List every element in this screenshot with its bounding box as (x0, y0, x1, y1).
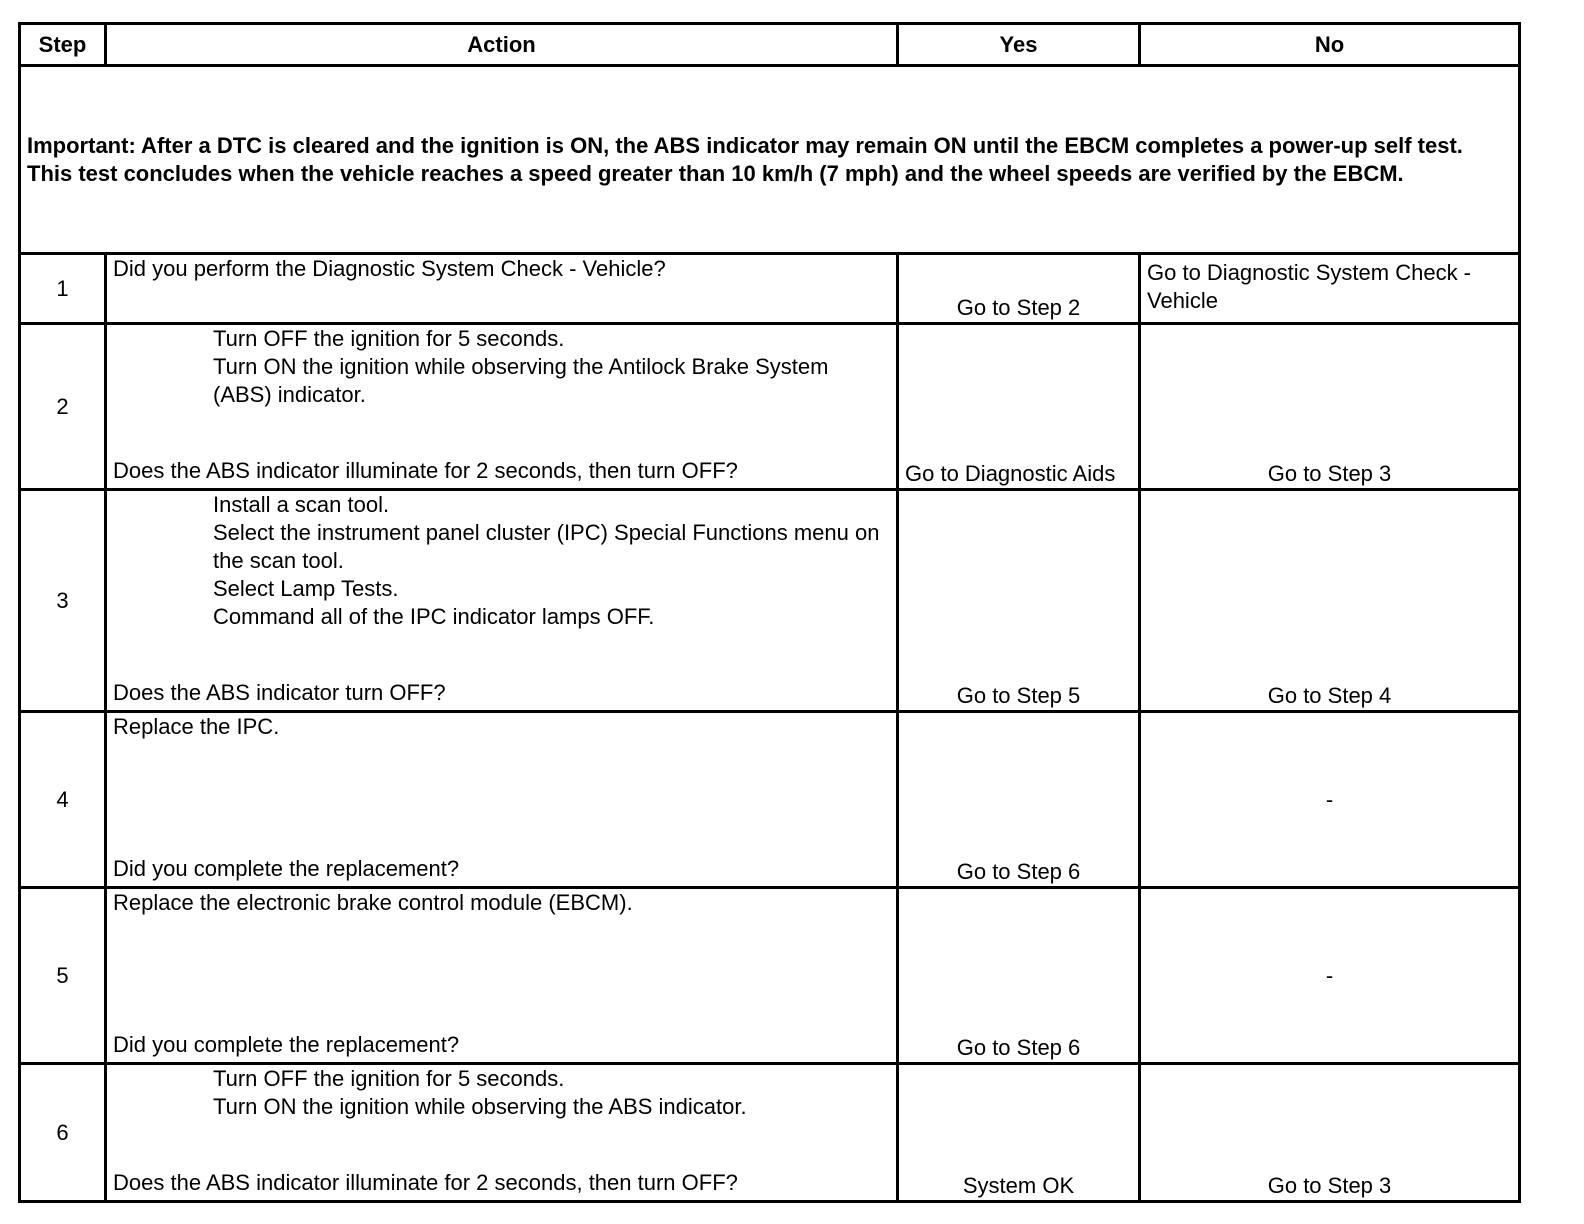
action-question: Did you complete the replacement? (113, 1032, 460, 1057)
important-row (20, 66, 1520, 254)
substep: Select Lamp Tests. (213, 576, 399, 601)
no-result: Go to Diagnostic System Check - Vehicle (1140, 254, 1520, 324)
header-action: Action (106, 24, 898, 66)
table-row (20, 254, 1520, 324)
diagnostic-table (18, 22, 1521, 1203)
action-question: Does the ABS indicator illuminate for 2 seconds, then turn OFF? (113, 458, 738, 483)
header-no: No (1140, 24, 1520, 66)
action-question: Does the ABS indicator illuminate for 2 seconds, then turn OFF? (113, 1170, 738, 1195)
no-result: Go to Step 3 (1140, 324, 1520, 490)
action-question: Does the ABS indicator turn OFF? (113, 680, 446, 705)
no-result: - (1140, 712, 1520, 888)
action-cell (106, 1064, 898, 1202)
substep-list (113, 1065, 890, 1121)
action-instruction: Replace the electronic brake control module (EBCM). (113, 890, 633, 915)
substep-list (113, 491, 890, 631)
no-result: - (1140, 888, 1520, 1064)
table-row (20, 324, 1520, 490)
action-cell (106, 490, 898, 712)
yes-result: System OK (898, 1064, 1140, 1202)
yes-result: Go to Step 6 (898, 712, 1140, 888)
header-step: Step (20, 24, 106, 66)
no-result: Go to Step 3 (1140, 1064, 1520, 1202)
header-row (20, 24, 1520, 66)
yes-result: Go to Step 6 (898, 888, 1140, 1064)
step-number: 5 (20, 888, 106, 1064)
table-row (20, 888, 1520, 1064)
action-cell (106, 324, 898, 490)
substep-list (113, 325, 890, 409)
substep: Turn OFF the ignition for 5 seconds. (213, 1066, 565, 1091)
table-row (20, 1064, 1520, 1202)
substep: Install a scan tool. (213, 492, 390, 517)
substep: Turn OFF the ignition for 5 seconds. (213, 326, 565, 351)
substep: Command all of the IPC indicator lamps OFF. (213, 604, 655, 629)
substep: Select the instrument panel cluster (IPC) Special Functions menu on the scan tool. (213, 520, 880, 573)
step-number: 1 (20, 254, 106, 324)
header-yes: Yes (898, 24, 1140, 66)
no-result: Go to Step 4 (1140, 490, 1520, 712)
step-number: 6 (20, 1064, 106, 1202)
action-instruction: Did you perform the Diagnostic System Check - Vehicle? (106, 254, 898, 324)
step-number: 2 (20, 324, 106, 490)
action-cell (106, 712, 898, 888)
step-number: 3 (20, 490, 106, 712)
yes-result: Go to Step 2 (898, 254, 1140, 324)
action-cell (106, 888, 898, 1064)
important-note: Important: After a DTC is cleared and the ignition is ON, the ABS indicator may remain ON until the EBCM completes a power-up self test. This test concludes when the vehicle reaches a speed greater than 10 km/h (7 mph) and the wheel speeds are verified by the EBCM. (20, 66, 1520, 254)
yes-result: Go to Diagnostic Aids (898, 324, 1140, 490)
yes-result: Go to Step 5 (898, 490, 1140, 712)
substep: Turn ON the ignition while observing the Antilock Brake System (ABS) indicator. (213, 354, 829, 407)
table-row (20, 490, 1520, 712)
action-question: Did you complete the replacement? (113, 856, 460, 881)
table-row (20, 712, 1520, 888)
step-number: 4 (20, 712, 106, 888)
substep: Turn ON the ignition while observing the ABS indicator. (213, 1094, 747, 1119)
action-instruction: Replace the IPC. (113, 714, 280, 739)
